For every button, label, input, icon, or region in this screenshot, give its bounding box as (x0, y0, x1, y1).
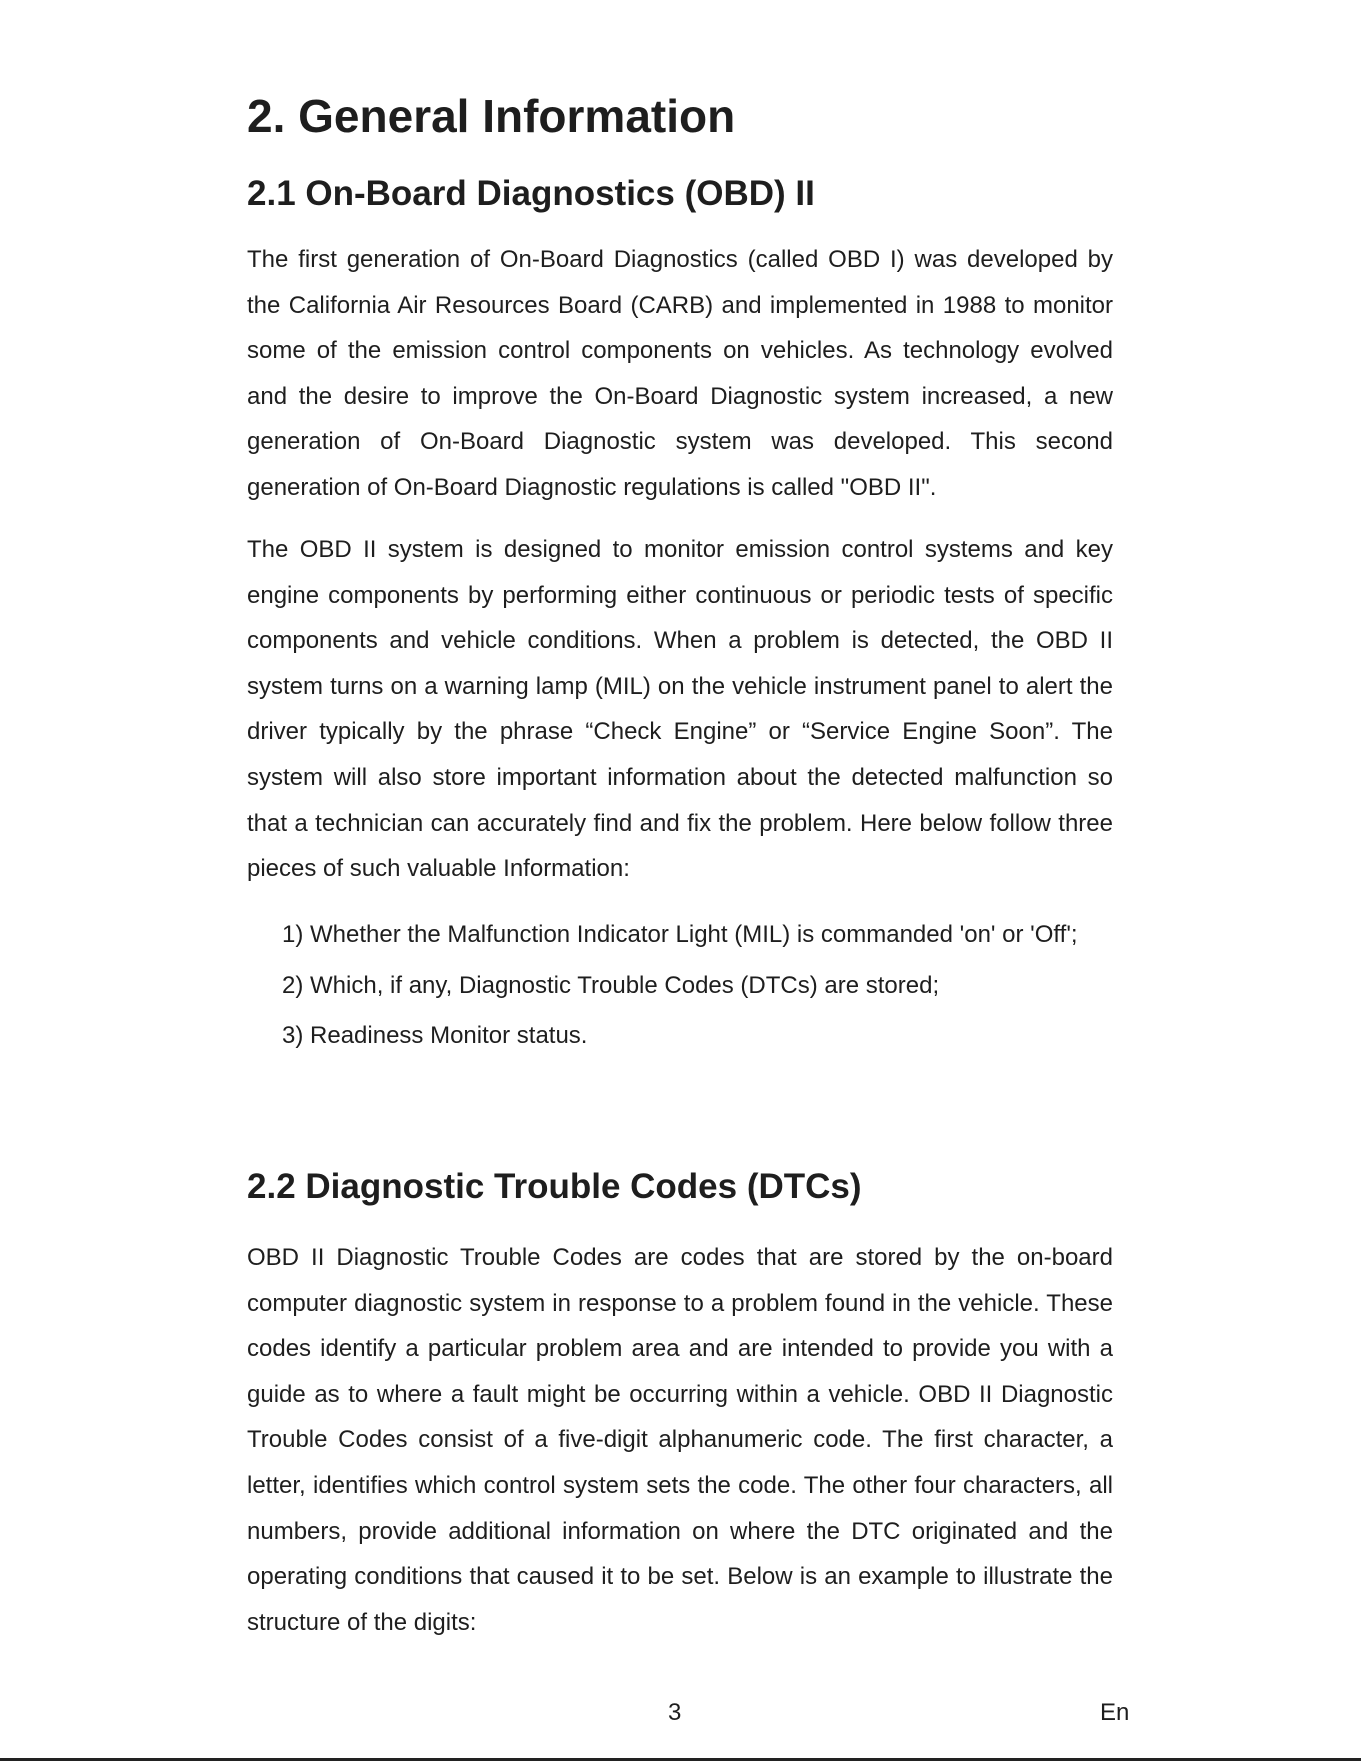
list-item: 1) Whether the Malfunction Indicator Light (MIL) is commanded 'on' or 'Off'; (282, 921, 1078, 948)
chapter-title: 2. General Information (247, 90, 736, 142)
language-label: En (1100, 1699, 1130, 1726)
page-number: 3 (668, 1699, 682, 1726)
paragraph-obd-system: The OBD II system is designed to monitor emission control systems and key engine components by performing either continuous or periodic tests of specific components and vehicle conditions. When a problem is detected, the OBD II system turns on a warning lamp (MIL) on the vehicle instrument panel to alert the driver typically by the phrase “Check Engine” or “Service Engine Soon”. The system will also store important information about the detected malfunction so that a technician can accurately find and fix the problem. Here below follow three pieces of such valuable Information: (247, 536, 1113, 883)
section-heading-obd: 2.1 On-Board Diagnostics (OBD) II (247, 174, 815, 213)
paragraph-obd-history: The first generation of On-Board Diagnostics (called OBD I) was developed by the California Air Resources Board (CARB) and implemented in 1988 to monitor some of the emission control components on vehicles. As technology evolved and the desire to improve the On-Board Diagnostic system increased, a new generation of On-Board Diagnostic system was developed. This second generation of On-Board Diagnostic regulations is called "OBD II". (247, 246, 1113, 501)
information-list (282, 910, 1078, 1062)
list-item: 2) Which, if any, Diagnostic Trouble Codes (DTCs) are stored; (282, 971, 940, 999)
list-item: 3) Readiness Monitor status. (282, 1022, 588, 1049)
section-heading-dtcs: 2.2 Diagnostic Trouble Codes (DTCs) (247, 1167, 862, 1206)
paragraph-dtc-description: OBD II Diagnostic Trouble Codes are codes that are stored by the on-board computer diagnostic system in response to a problem found in the vehicle. These codes identify a particular problem area and are intended to provide you with a guide as to where a fault might be occurring within a vehicle. OBD II Diagnostic Trouble Codes consist of a five-digit alphanumeric code. The first character, a letter, identifies which control system sets the code. The other four characters, all numbers, provide additional information on where the DTC originated and the operating conditions that caused it to be set. Below is an example to illustrate the structure of the digits: (247, 1244, 1113, 1636)
